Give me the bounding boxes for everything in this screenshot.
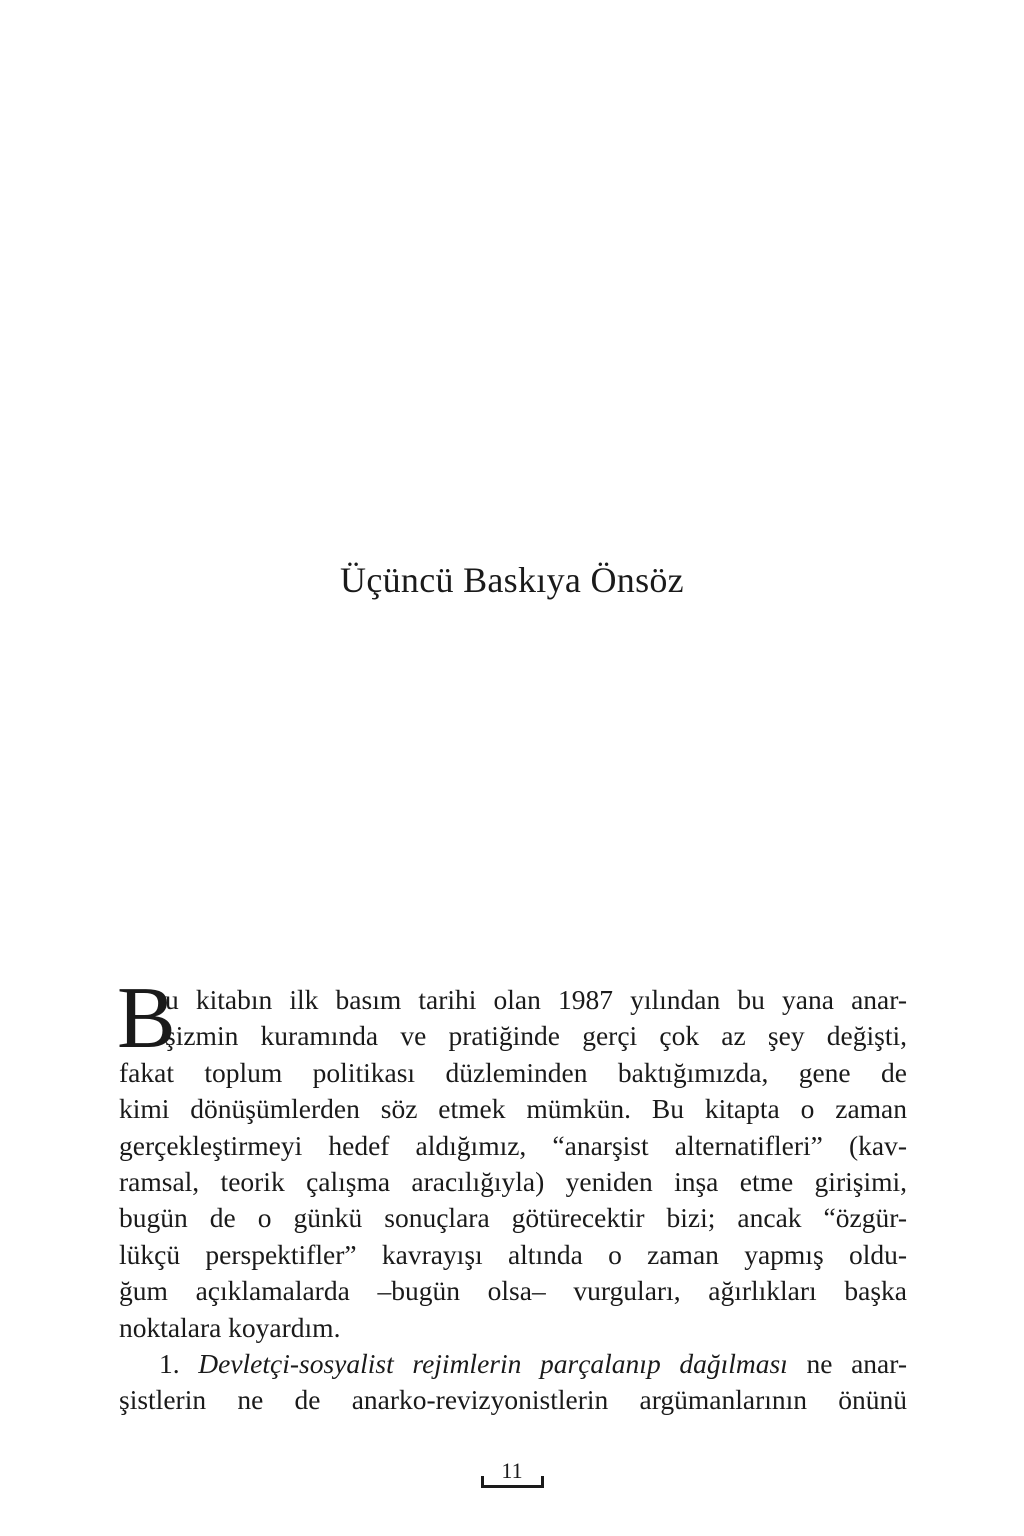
list-number: 1.	[159, 1348, 180, 1380]
text-line: ramsal, teorik çalışma aracılığıyla) yeniden inşa etme girişimi,	[119, 1166, 907, 1198]
text-line: bugün de o günkü sonuçlara götürecektir bizi; ancak “özgür-	[119, 1202, 907, 1234]
text-line: şizmin kuramında ve pratiğinde gerçi çok az şey değişti,	[165, 1020, 907, 1052]
text-line: fakat toplum politikası düzleminden baktığımızda, gene de	[119, 1056, 907, 1088]
text-line: lükçü perspektifler” kavrayışı altında o zaman yapmış oldu-	[119, 1238, 907, 1270]
text-line: kimi dönüşümlerden söz etmek mümkün. Bu kitapta o zaman	[119, 1093, 907, 1125]
text-line: ğum açıklamalarda –bugün olsa– vurguları, ağırlıkları başka	[119, 1275, 907, 1307]
list-item-line	[119, 1346, 907, 1382]
text-line: u kitabın ilk basım tarihi olan 1987 yılından bu yana anar-	[165, 984, 907, 1015]
paragraph-2	[119, 1346, 907, 1419]
body-text	[117, 970, 907, 1419]
italic-phrase: Devletçi-sosyalist rejimlerin parçalanıp dağılması	[198, 1348, 788, 1380]
text-fragment: ne anar-	[806, 1348, 907, 1380]
drop-cap: B	[117, 970, 176, 1067]
text-line: şistlerin ne de anarko-revizyonistlerin argümanlarının önünü	[119, 1384, 907, 1416]
page-number: 11	[501, 1458, 523, 1483]
page-number-bracket-right	[541, 1476, 544, 1488]
chapter-title: Üçüncü Baskıya Önsöz	[340, 560, 684, 600]
text-line: gerçekleştirmeyi hedef aldığımız, “anarşist alternatifleri” (kav-	[119, 1129, 907, 1161]
paragraph-1	[117, 970, 907, 1346]
page-number-rule	[481, 1485, 544, 1488]
page-footer	[0, 1456, 1024, 1496]
text-line: noktalara koyardım.	[119, 1311, 341, 1343]
